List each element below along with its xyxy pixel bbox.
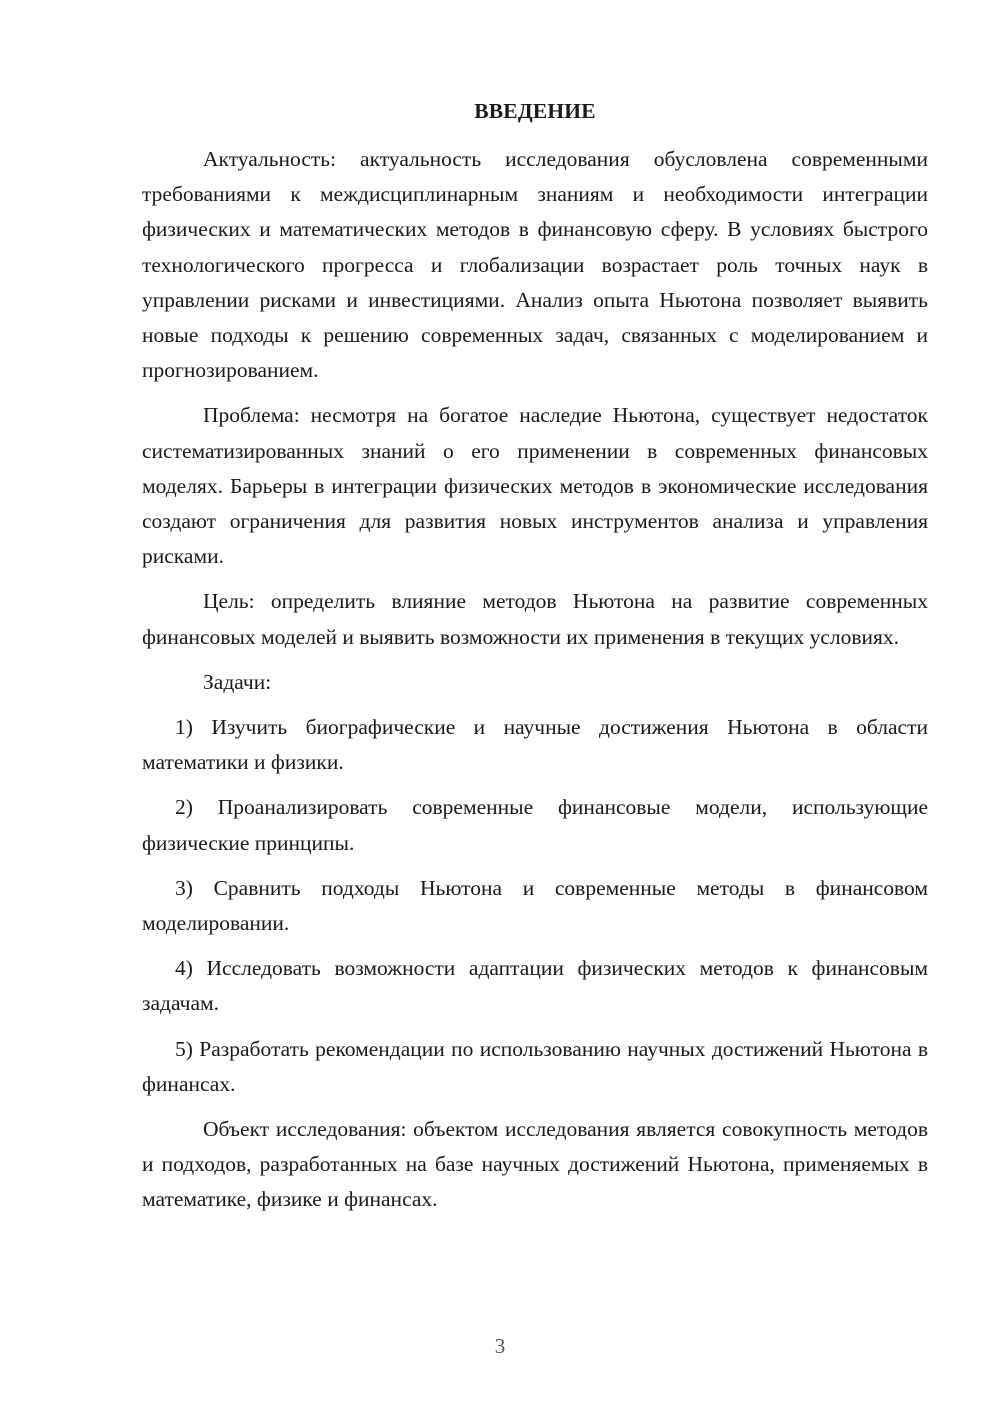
relevance-paragraph: Актуальность: актуальность исследования обусловлена современными требованиями к междисциплинарным знаниям и необходимости интеграции физических и математических методов в финансовую сферу. В условиях быстрого технологического прогресса и глобализации возрастает роль точных наук в управлении рисками и инвестициями. Анализ опыта Ньютона позволяет выявить новые подходы к решению современных задач, связанных с моделированием и прогнозированием.: [142, 147, 928, 383]
tasks-heading: Задачи:: [203, 669, 272, 694]
task-item-4: 4) Исследовать возможности адаптации физических методов к финансовым задачам.: [142, 956, 928, 1016]
task-item-3: 3) Сравнить подходы Ньютона и современные методы в финансовом моделировании.: [142, 875, 928, 936]
page-number: 3: [494, 1334, 506, 1358]
document-body: [142, 142, 928, 1228]
problem-paragraph: Проблема: несмотря на богатое наследие Ньютона, существует недостаток систематизированных знаний о его применении в современных финансовых моделях. Барьеры в интеграции физических методов в экономические исследования создают ограничения для развития новых инструментов анализа и управления рисками.: [142, 403, 928, 569]
task-item-2: 2) Проанализировать современные финансовые модели, использующие физические принципы.: [142, 795, 928, 855]
task-item-1: 1) Изучить биографические и научные достижения Ньютона в области математики и физики.: [142, 715, 928, 775]
object-paragraph: Объект исследования: объектом исследования является совокупность методов и подходов, разработанных на базе научных достижений Ньютона, применяемых в математике, физике и финансах.: [142, 1117, 928, 1212]
section-title: ВВЕДЕНИЕ: [474, 99, 596, 123]
goal-paragraph: Цель: определить влияние методов Ньютона на развитие современных финансовых моделей и выявить возможности их применения в текущих условиях.: [142, 589, 928, 649]
task-item-5: 5) Разработать рекомендации по использованию научных достижений Ньютона в финансах.: [142, 1036, 928, 1096]
